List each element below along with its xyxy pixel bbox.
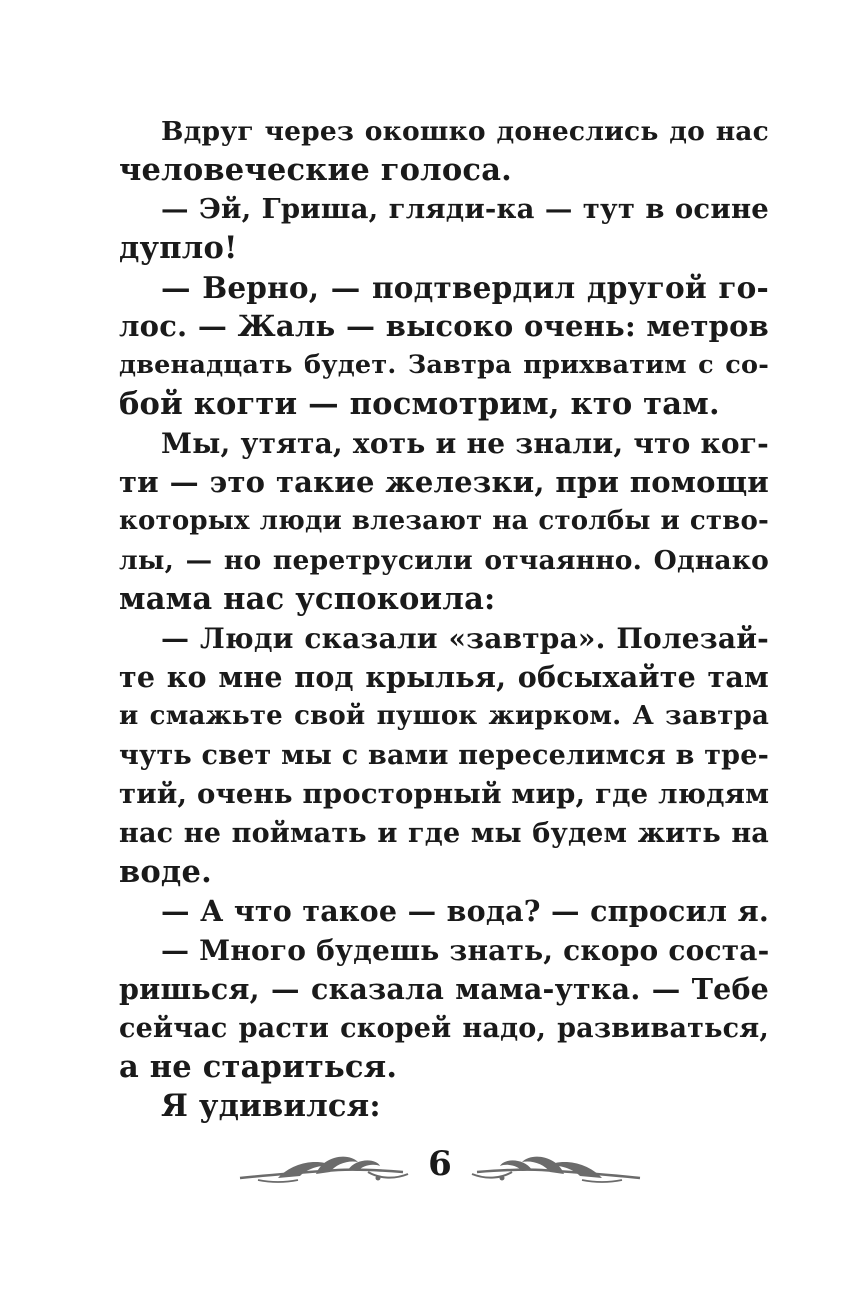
text-line: а не стариться. (119, 1049, 398, 1085)
text-line: — Верно, — подтвердил другой го- (161, 270, 769, 305)
text-line: Мы, утята, хоть и не знали, что ког- (161, 427, 769, 460)
text-line: ти — это такие железки, при помощи (119, 465, 769, 499)
text-line: нас не поймать и где мы будем жить на (119, 818, 769, 849)
text-line: воде. (119, 854, 212, 890)
text-line: которых люди влезают на столбы и ство- (119, 506, 769, 536)
text-line: мама нас успокоила: (119, 581, 496, 617)
text-line: — А что такое — вода? — спросил я. (161, 894, 769, 928)
text-line: сейчас расти скорей надо, развиваться, (119, 1013, 769, 1044)
text-line: Я удивился: (161, 1088, 381, 1124)
text-line: двенадцать будет. Завтра прихватим с со- (119, 350, 769, 380)
text-line: Вдруг через окошко донеслись до нас (161, 116, 769, 147)
text-line: дупло! (119, 230, 238, 266)
text-line: чуть свет мы с вами переселимся в тре- (119, 740, 769, 771)
text-line: и смажьте свой пушок жирком. А завтра (119, 701, 769, 731)
text-line: бой когти — посмотрим, кто там. (119, 386, 720, 422)
text-line: те ко мне под крылья, обсыхайте там (119, 660, 769, 694)
text-line: тий, очень просторный мир, где людям (119, 778, 770, 810)
page-number: 6 (428, 1144, 452, 1184)
text-line: человеческие голоса. (119, 152, 512, 188)
text-line: лы, — но перетрусили отчаянно. Однако (119, 545, 769, 576)
text-line: — Много будешь знать, скоро соста- (161, 934, 770, 967)
right-flourish-ornament (467, 1148, 642, 1188)
page-footer (238, 1138, 642, 1198)
text-line: — Эй, Гриша, гляди-ка — тут в осине (161, 193, 769, 225)
page-body (119, 112, 769, 1126)
text-line: — Люди сказали «завтра». Полезай- (161, 622, 769, 655)
text-line: ришься, — сказала мама-утка. — Тебе (119, 972, 769, 1006)
text-line: лос. — Жаль — высоко очень: метров (119, 309, 769, 343)
